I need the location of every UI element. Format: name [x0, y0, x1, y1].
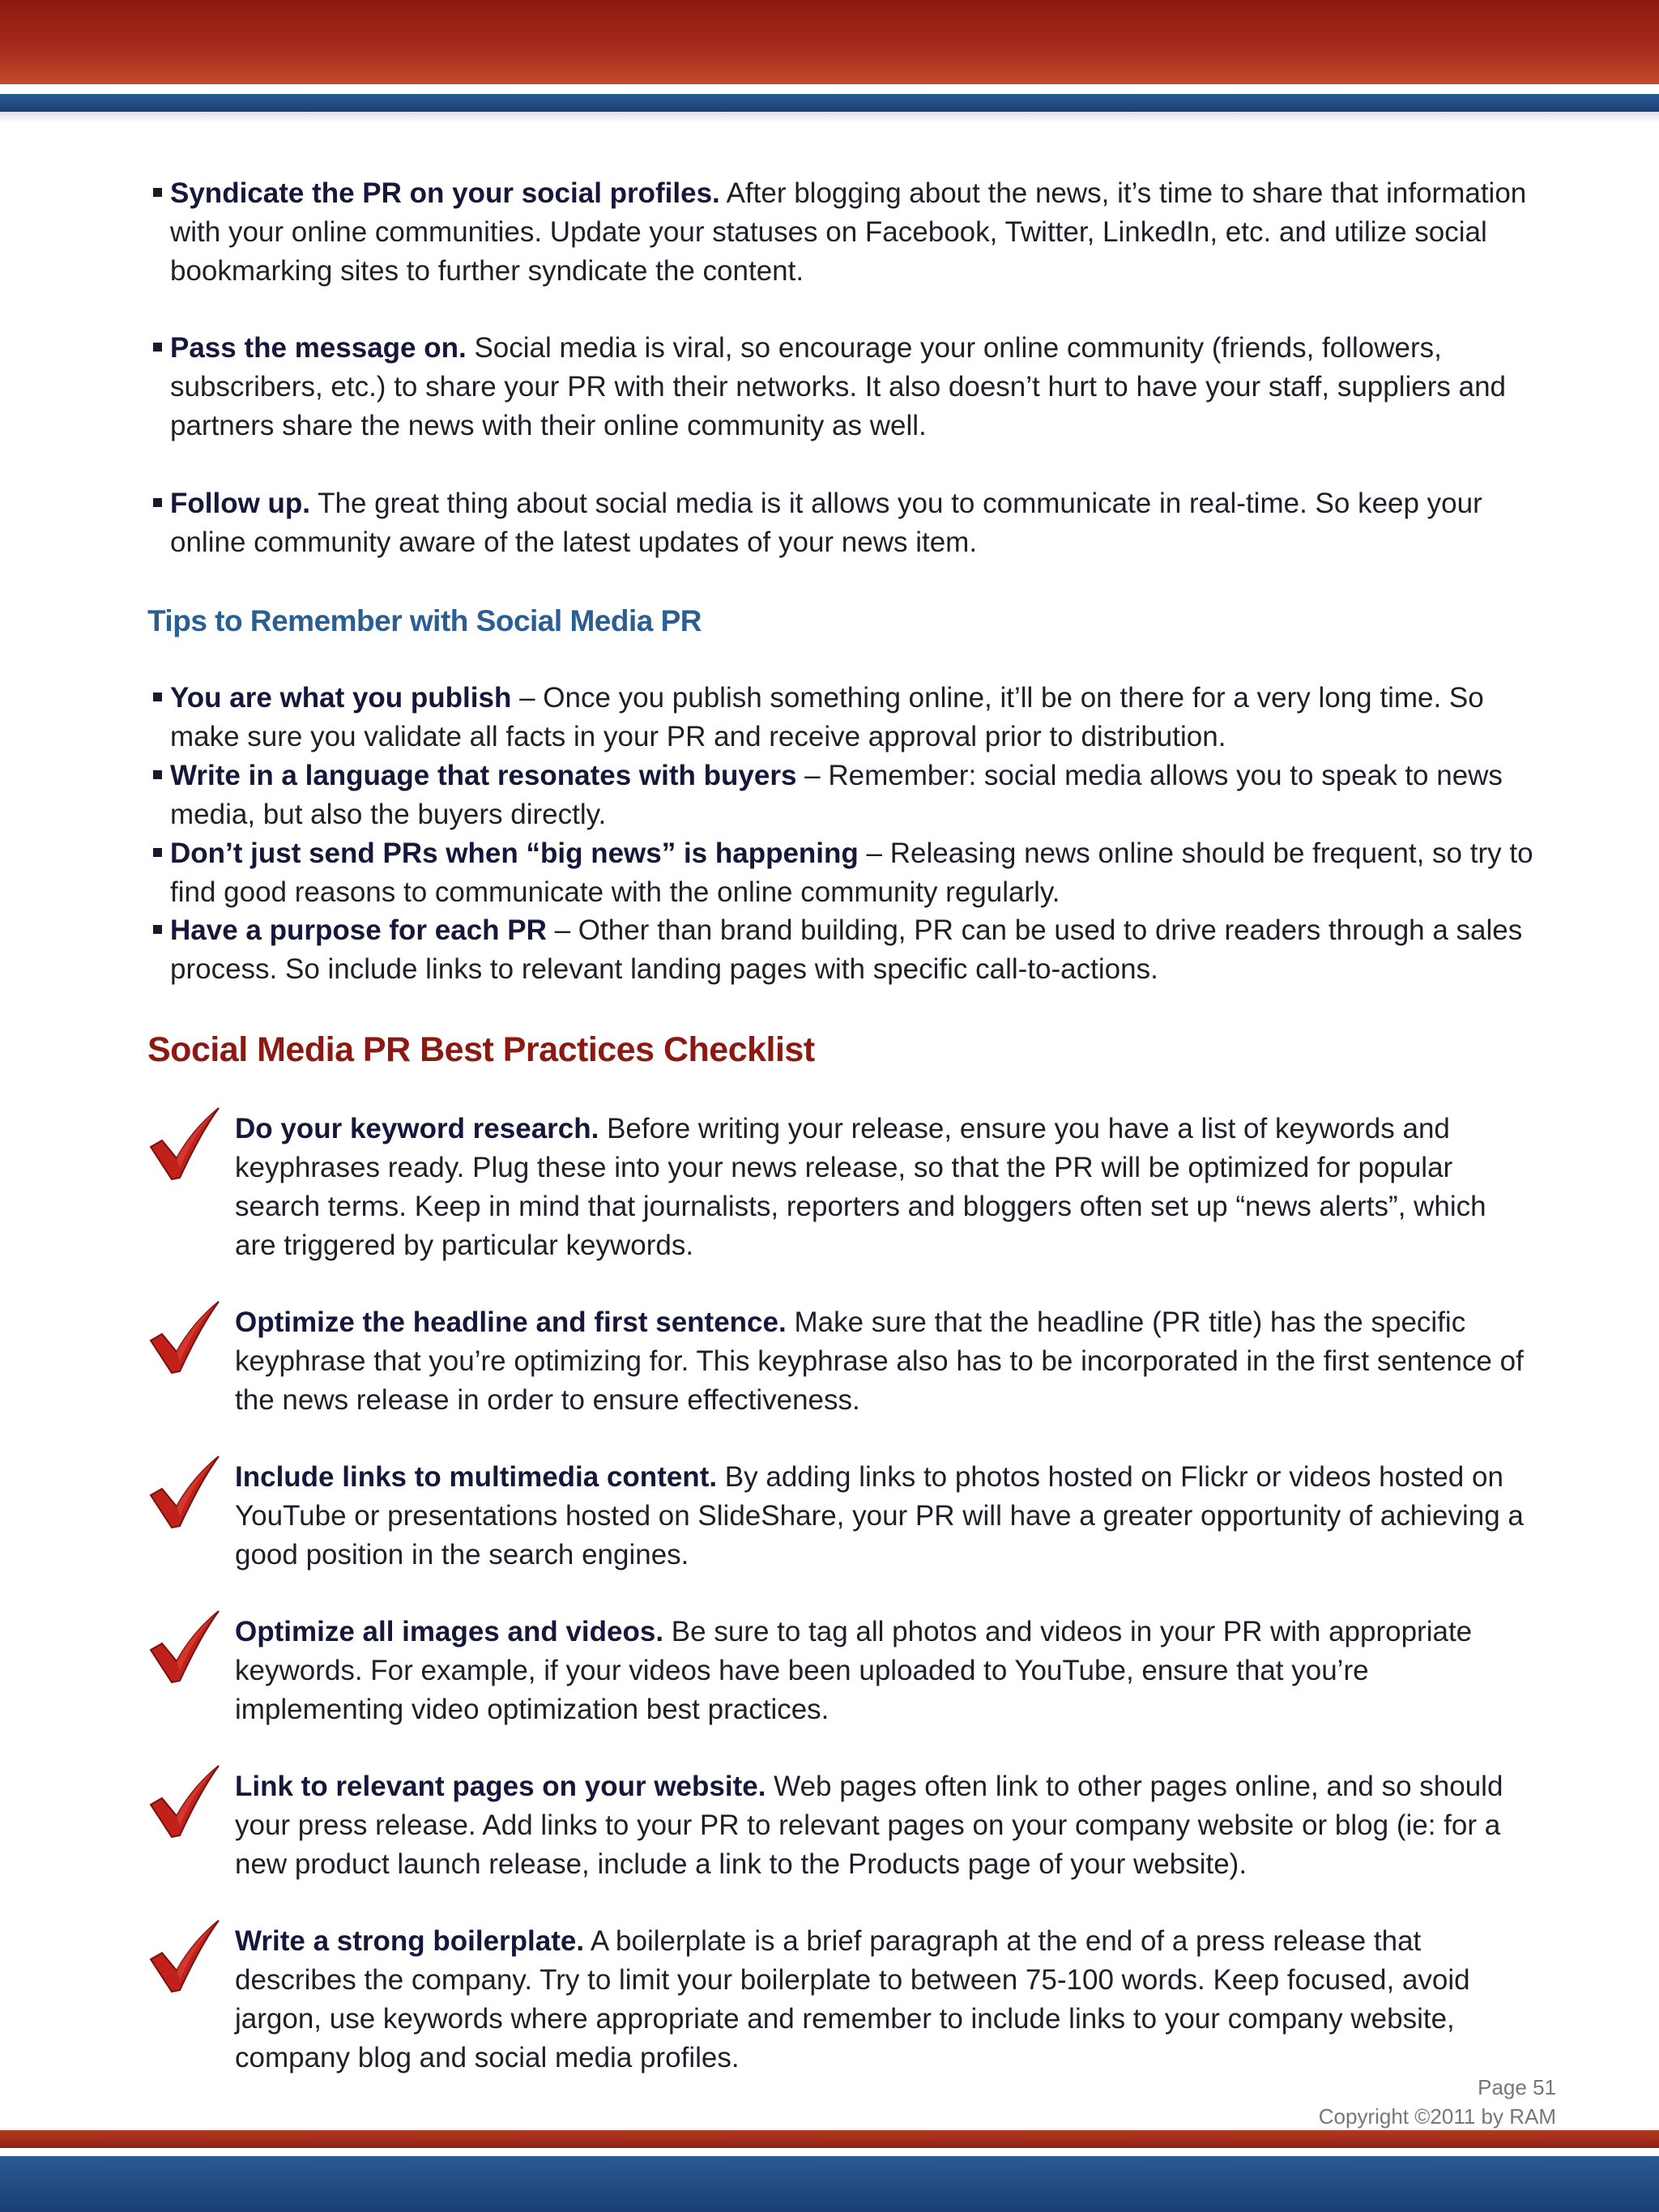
checklist-bold: Include links to multimedia content. — [235, 1461, 718, 1493]
bullet-bold: Follow up. — [170, 488, 311, 519]
checklist-bold: Optimize the headline and first sentence. — [235, 1306, 787, 1338]
checklist-bold: Do your keyword research. — [235, 1113, 599, 1144]
checkmark-icon — [147, 1762, 222, 1840]
tip-text: – Remember: social media allows you to speak to news media, but also the buyers directly. — [170, 760, 1503, 830]
bullet-text: Social media is viral, so encourage your online community (friends, followers, subscribers, etc.) to share your PR with their networks. It also doesn’t hurt to have your staff, suppliers and partners share the news with their online community as well. — [170, 332, 1507, 441]
square-bullet-icon — [153, 693, 162, 701]
bullet-item-pass-message — [170, 329, 1547, 445]
bullet-bold: Syndicate the PR on your social profiles. — [170, 177, 720, 209]
header-blue-band — [0, 94, 1659, 112]
checklist-bold: Write a strong boilerplate. — [235, 1925, 585, 1957]
tip-text: – Other than brand building, PR can be used to drive readers through a sales process. So include links to relevant landing pages with specific call-to-actions. — [170, 914, 1523, 985]
square-bullet-icon — [153, 188, 162, 197]
page-number: Page 51 — [1478, 2075, 1556, 2099]
header-red-band — [0, 0, 1659, 84]
tips-heading: Tips to Remember with Social Media PR — [147, 604, 702, 637]
square-bullet-icon — [153, 925, 162, 934]
tip-item-purpose — [170, 911, 1547, 989]
footer-red-band — [0, 2130, 1659, 2148]
header-divider — [0, 84, 1659, 94]
checklist-text: Be sure to tag all photos and videos in your PR with appropriate keywords. For example, if your videos have been uploaded to YouTube, ensure that you’re implementing video optimization best practices. — [235, 1616, 1473, 1725]
footer-divider — [0, 2148, 1659, 2156]
checklist-item-boilerplate — [235, 1922, 1531, 2078]
square-bullet-icon — [153, 498, 162, 507]
tip-item-language — [170, 757, 1547, 834]
checklist-text: Before writing your release, ensure you have a list of keywords and keyphrases ready. Plug these into your news release, so that the PR will be optimized for popular search terms. Keep in mind that journalists, reporters and bloggers often set up “news alerts”, which are triggered by particular keywords. — [235, 1113, 1486, 1261]
bullet-item-follow-up — [170, 484, 1547, 562]
checklist-text: Web pages often link to other pages online, and so should your press release. Add links to your PR to relevant pages on your company website or blog (ie: for a new product launch release, include a link to the Products page of your website). — [235, 1771, 1503, 1880]
square-bullet-icon — [153, 770, 162, 779]
bullet-text: The great thing about social media is it allows you to communicate in real-time. So keep your online community aware of the latest updates of your news item. — [170, 488, 1482, 558]
tip-bold: Have a purpose for each PR — [170, 914, 547, 946]
checkmark-icon — [147, 1608, 222, 1686]
tip-item-publish — [170, 679, 1547, 757]
checkmark-icon — [147, 1453, 222, 1531]
checkmark-icon — [147, 1105, 222, 1183]
square-bullet-icon — [153, 848, 162, 857]
checkmark-icon — [147, 1917, 222, 1995]
checklist-text: A boilerplate is a brief paragraph at the end of a press release that describes the company. Try to limit your boilerplate to between 75-100 words. Keep focused, avoid jargon, use keywords where appropriate and remember to include links to your company website, company blog and social media profiles. — [235, 1925, 1470, 2073]
square-bullet-icon — [153, 343, 162, 352]
tip-bold: Write in a language that resonates with buyers — [170, 760, 797, 791]
checklist-item-headline — [235, 1303, 1531, 1420]
footer-blue-band — [0, 2156, 1659, 2212]
bullet-bold: Pass the message on. — [170, 332, 467, 364]
checklist-text: By adding links to photos hosted on Flickr or videos hosted on YouTube or presentations hosted on SlideShare, your PR will have a greater opportunity of achieving a good position in the search engines. — [235, 1461, 1524, 1571]
tip-bold: Don’t just send PRs when “big news” is happening — [170, 837, 859, 869]
checklist-text: Make sure that the headline (PR title) has the specific keyphrase that you’re optimizing for. This keyphrase also has to be incorporated in the first sentence of the news release in order to ensure effectiveness. — [235, 1306, 1524, 1416]
checklist-bold: Link to relevant pages on your website. — [235, 1771, 766, 1802]
header-shadow — [0, 112, 1659, 123]
checklist-bold: Optimize all images and videos. — [235, 1616, 664, 1647]
checkmark-icon — [147, 1298, 222, 1376]
tip-bold: You are what you publish — [170, 682, 512, 714]
bullet-text: After blogging about the news, it’s time to share that information with your online communities. Update your statuses on Facebook, Twitter, LinkedIn, etc. and utilize social bookmarking sites to further syndicate the content. — [170, 177, 1527, 287]
checklist-item-keyword-research — [235, 1110, 1531, 1265]
tip-text: – Once you publish something online, it’ll be on there for a very long time. So make sure you validate all facts in your PR and receive approval prior to distribution. — [170, 682, 1484, 752]
checklist-item-images-videos — [235, 1613, 1531, 1729]
tip-item-big-news — [170, 834, 1547, 912]
bullet-item-syndicate — [170, 174, 1547, 291]
tip-text: – Releasing news online should be frequent, so try to find good reasons to communicate with the online community regularly. — [170, 837, 1533, 908]
checklist-item-relevant-pages — [235, 1767, 1531, 1884]
copyright: Copyright ©2011 by RAM — [1318, 2104, 1556, 2129]
checklist-item-multimedia — [235, 1458, 1531, 1575]
checklist-heading: Social Media PR Best Practices Checklist — [147, 1030, 815, 1069]
